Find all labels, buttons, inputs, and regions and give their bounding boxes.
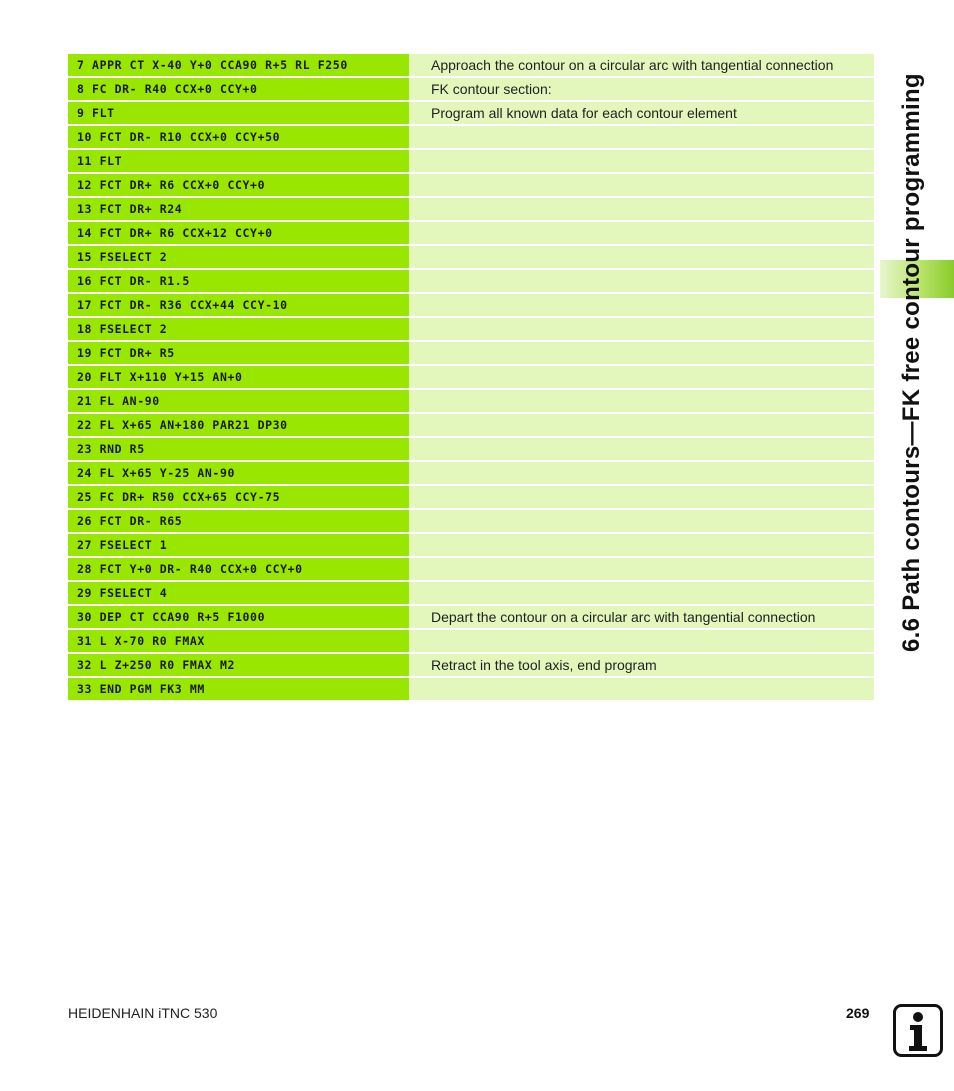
nc-code-cell: 13 FCT DR+ R24 (68, 198, 409, 220)
nc-code-cell: 16 FCT DR- R1.5 (68, 270, 409, 292)
description-cell (409, 438, 874, 460)
table-row (68, 150, 874, 172)
description-cell: Retract in the tool axis, end program (409, 654, 874, 676)
description-cell (409, 294, 874, 316)
nc-code-cell: 9 FLT (68, 102, 409, 124)
table-row (68, 486, 874, 508)
nc-code-cell: 17 FCT DR- R36 CCX+44 CCY-10 (68, 294, 409, 316)
table-row (68, 438, 874, 460)
nc-code-cell: 24 FL X+65 Y-25 AN-90 (68, 462, 409, 484)
table-row (68, 54, 874, 76)
nc-code-cell: 21 FL AN-90 (68, 390, 409, 412)
table-row (68, 606, 874, 628)
table-row (68, 174, 874, 196)
nc-code-cell: 11 FLT (68, 150, 409, 172)
program-table (68, 54, 874, 702)
description-cell (409, 558, 874, 580)
table-row (68, 294, 874, 316)
section-title (893, 52, 953, 652)
page-number: 269 (846, 1005, 870, 1021)
description-cell (409, 414, 874, 436)
table-row (68, 246, 874, 268)
description-cell (409, 366, 874, 388)
table-row (68, 630, 874, 652)
nc-code-cell: 27 FSELECT 1 (68, 534, 409, 556)
footer-product: HEIDENHAIN iTNC 530 (68, 1005, 218, 1021)
nc-code-cell: 18 FSELECT 2 (68, 318, 409, 340)
table-row (68, 318, 874, 340)
description-cell (409, 126, 874, 148)
nc-code-cell: 30 DEP CT CCA90 R+5 F1000 (68, 606, 409, 628)
description-cell (409, 510, 874, 532)
description-cell (409, 678, 874, 700)
description-cell (409, 582, 874, 604)
description-cell (409, 486, 874, 508)
nc-code-cell: 22 FL X+65 AN+180 PAR21 DP30 (68, 414, 409, 436)
table-row (68, 558, 874, 580)
description-cell: Program all known data for each contour element (409, 102, 874, 124)
nc-code-cell: 32 L Z+250 R0 FMAX M2 (68, 654, 409, 676)
table-row (68, 678, 874, 700)
description-cell: Depart the contour on a circular arc with tangential connection (409, 606, 874, 628)
description-cell: FK contour section: (409, 78, 874, 100)
table-row (68, 414, 874, 436)
nc-code-cell: 20 FLT X+110 Y+15 AN+0 (68, 366, 409, 388)
description-cell (409, 390, 874, 412)
nc-code-cell: 7 APPR CT X-40 Y+0 CCA90 R+5 RL F250 (68, 54, 409, 76)
table-row (68, 342, 874, 364)
nc-code-cell: 10 FCT DR- R10 CCX+0 CCY+50 (68, 126, 409, 148)
nc-code-cell: 31 L X-70 R0 FMAX (68, 630, 409, 652)
info-icon (893, 1004, 943, 1057)
table-row (68, 78, 874, 100)
description-cell: Approach the contour on a circular arc with tangential connection (409, 54, 874, 76)
nc-code-cell: 25 FC DR+ R50 CCX+65 CCY-75 (68, 486, 409, 508)
table-row (68, 510, 874, 532)
table-row (68, 462, 874, 484)
description-cell (409, 534, 874, 556)
nc-code-cell: 14 FCT DR+ R6 CCX+12 CCY+0 (68, 222, 409, 244)
nc-code-cell: 33 END PGM FK3 MM (68, 678, 409, 700)
table-row (68, 582, 874, 604)
table-row (68, 102, 874, 124)
table-row (68, 366, 874, 388)
nc-code-cell: 23 RND R5 (68, 438, 409, 460)
table-row (68, 654, 874, 676)
section-title-text: 6.6 Path contours—FK free contour programming (898, 73, 925, 652)
nc-code-cell: 29 FSELECT 4 (68, 582, 409, 604)
description-cell (409, 222, 874, 244)
description-cell (409, 342, 874, 364)
description-cell (409, 630, 874, 652)
table-row (68, 198, 874, 220)
description-cell (409, 246, 874, 268)
nc-code-cell: 12 FCT DR+ R6 CCX+0 CCY+0 (68, 174, 409, 196)
table-row (68, 270, 874, 292)
description-cell (409, 150, 874, 172)
nc-code-cell: 8 FC DR- R40 CCX+0 CCY+0 (68, 78, 409, 100)
table-row (68, 390, 874, 412)
description-cell (409, 270, 874, 292)
nc-code-cell: 26 FCT DR- R65 (68, 510, 409, 532)
table-row (68, 222, 874, 244)
nc-code-cell: 28 FCT Y+0 DR- R40 CCX+0 CCY+0 (68, 558, 409, 580)
description-cell (409, 198, 874, 220)
description-cell (409, 462, 874, 484)
description-cell (409, 318, 874, 340)
nc-code-cell: 19 FCT DR+ R5 (68, 342, 409, 364)
table-row (68, 534, 874, 556)
description-cell (409, 174, 874, 196)
table-row (68, 126, 874, 148)
nc-code-cell: 15 FSELECT 2 (68, 246, 409, 268)
